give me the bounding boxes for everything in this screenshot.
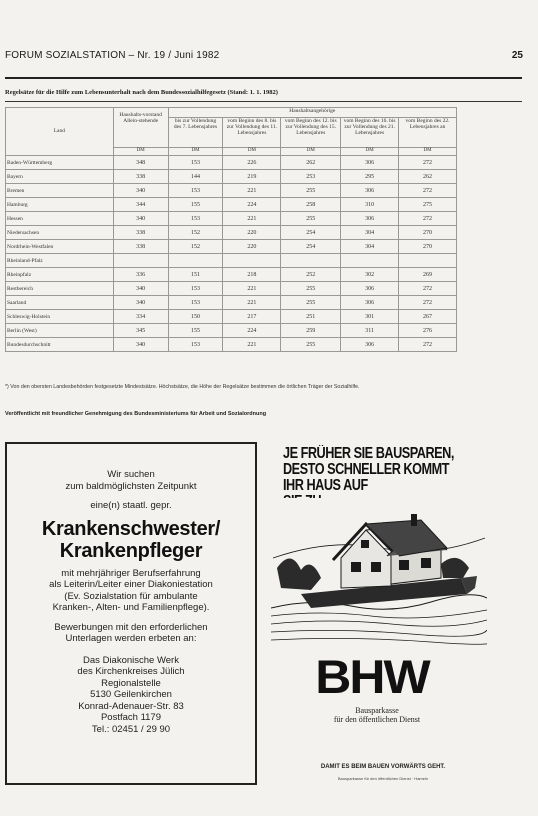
bhw-logo	[312, 652, 432, 700]
table-row	[6, 254, 457, 268]
table-row	[6, 240, 457, 254]
rate-cell: 269	[399, 268, 457, 282]
ad-address: 5130 Geilenkirchen	[90, 689, 172, 700]
table-row	[6, 310, 457, 324]
rate-cell: 334	[113, 310, 168, 324]
rate-cell: 304	[341, 226, 399, 240]
table-row	[6, 324, 457, 338]
rate-cell: 262	[281, 156, 341, 170]
ad-address: Das Diakonische Werk	[83, 654, 179, 666]
land-cell: Niedersachsen	[6, 226, 114, 240]
rate-cell: 155	[168, 198, 223, 212]
rate-cell	[399, 254, 457, 268]
rate-cell: 262	[399, 170, 457, 184]
rate-cell: 295	[341, 170, 399, 184]
rate-cell	[281, 254, 341, 268]
rate-cell: 306	[341, 338, 399, 352]
rate-cell: 304	[341, 240, 399, 254]
rate-cell: 226	[223, 156, 281, 170]
rate-cell: 150	[168, 310, 223, 324]
land-cell: Saarland	[6, 296, 114, 310]
rate-cell: 344	[113, 198, 168, 212]
rate-cell: 221	[223, 338, 281, 352]
rate-cell: 224	[223, 324, 281, 338]
rate-cell: 259	[281, 324, 341, 338]
rate-cell: 153	[168, 282, 223, 296]
job-advertisement	[5, 442, 257, 785]
rate-cell: 255	[281, 282, 341, 296]
table-row	[6, 198, 457, 212]
rate-cell: 340	[113, 338, 168, 352]
rate-cell: 221	[223, 296, 281, 310]
rate-cell: 153	[168, 156, 223, 170]
rate-cell: 270	[399, 240, 457, 254]
rate-cell: 338	[113, 240, 168, 254]
rate-cell: 306	[341, 184, 399, 198]
ad-address: des Kirchenkreises Jülich	[77, 666, 185, 677]
rate-cell: 340	[113, 184, 168, 198]
rate-cell: 153	[168, 338, 223, 352]
rate-cell: 253	[281, 170, 341, 184]
job-title: Krankenschwester/ Krankenpfleger	[41, 517, 221, 562]
rate-cell: 255	[281, 212, 341, 226]
col-land: Land	[6, 108, 114, 156]
land-cell: Rheinpfalz	[6, 268, 114, 282]
col-12-15: vom Beginn des 12. bis zur Vollendung des 15. Lebensjahres	[281, 118, 341, 148]
rate-cell: 272	[399, 156, 457, 170]
rate-cell: 255	[281, 296, 341, 310]
table-body	[6, 156, 457, 352]
ad-address: Tel.: 02451 / 29 90	[91, 723, 171, 735]
svg-text:BHW: BHW	[315, 652, 429, 700]
rate-cell: 255	[281, 184, 341, 198]
table-row	[6, 282, 457, 296]
land-cell: Bundesdurchschnitt	[6, 338, 114, 352]
rate-cell: 272	[399, 212, 457, 226]
unit-label: DM	[399, 148, 457, 156]
table-row	[6, 184, 457, 198]
ad-line: zum baldmöglichsten Zeitpunkt	[65, 480, 197, 492]
rate-cell: 153	[168, 212, 223, 226]
rate-cell: 275	[399, 198, 457, 212]
ad-body: (Ev. Sozialstation für ambulante	[64, 590, 198, 602]
rate-cell: 272	[399, 184, 457, 198]
rate-cell: 276	[399, 324, 457, 338]
unit-label: DM	[113, 148, 168, 156]
rate-cell: 144	[168, 170, 223, 184]
rate-cell: 306	[341, 212, 399, 226]
ad-apply: Unterlagen werden erbeten an:	[65, 633, 197, 644]
table-row	[6, 296, 457, 310]
rate-cell: 217	[223, 310, 281, 324]
col-haushaltsvorstand: Haushalts-vorstand Allein-stehende	[113, 108, 168, 148]
page-number: 25	[511, 50, 523, 61]
ad-address: Regionalstelle	[101, 677, 161, 689]
house-boat-illustration	[271, 498, 487, 648]
bhw-slogan: DAMIT ES BEIM BAUEN VORWÄRTS GEHT.	[320, 764, 446, 770]
land-cell: Rheinland-Pfalz	[6, 254, 114, 268]
land-cell: Nordrhein-Westfalen	[6, 240, 114, 254]
land-cell: Bremen	[6, 184, 114, 198]
rate-cell: 220	[223, 226, 281, 240]
rate-cell: 310	[341, 198, 399, 212]
ad-body: mit mehrjähriger Berufserfahrung	[61, 567, 201, 579]
rate-cell: 151	[168, 268, 223, 282]
rate-cell: 152	[168, 226, 223, 240]
table-row	[6, 170, 457, 184]
bhw-subtitle: Bausparkasse für den öffentlichen Dienst	[333, 706, 421, 724]
rate-cell: 306	[341, 282, 399, 296]
rate-cell: 252	[281, 268, 341, 282]
rate-cell	[223, 254, 281, 268]
rate-cell: 220	[223, 240, 281, 254]
col-bis-7: bis zur Vollendung des 7. Lebensjahres	[168, 118, 223, 148]
rate-cell: 254	[281, 240, 341, 254]
rate-cell: 255	[281, 338, 341, 352]
land-cell: Schleswig-Holstein	[6, 310, 114, 324]
publication-header: FORUM SOZIALSTATION – Nr. 19 / Juni 1982	[5, 50, 220, 61]
rate-cell: 267	[399, 310, 457, 324]
table-row	[6, 268, 457, 282]
rate-cell: 272	[399, 338, 457, 352]
rate-cell: 152	[168, 240, 223, 254]
rate-cell: 221	[223, 282, 281, 296]
ad-body: Kranken-, Alten- und Familienpflege).	[52, 602, 210, 613]
rate-cell: 272	[399, 282, 457, 296]
unit-label: DM	[168, 148, 223, 156]
ad-line: Wir suchen	[107, 469, 155, 480]
title-rule	[5, 101, 522, 102]
ad-apply: Bewerbungen mit den erforderlichen	[54, 621, 208, 633]
rate-cell: 272	[399, 296, 457, 310]
bhw-headline: JE FRÜHER SIE BAUSPAREN, DESTO SCHNELLER KOMMT IHR HAUS AUF	[283, 445, 454, 494]
rate-cell: 311	[341, 324, 399, 338]
bhw-fineprint: Bausparkasse für den öffentlichen Dienst · Hameln	[337, 776, 429, 781]
rate-cell: 251	[281, 310, 341, 324]
bhw-advertisement	[283, 446, 483, 782]
ad-address: Postfach 1179	[100, 712, 162, 723]
col-16-21: vom Beginn des 16. bis zur Vollendung des 21. Lebensjahres	[341, 118, 399, 148]
rate-cell: 270	[399, 226, 457, 240]
unit-label: DM	[341, 148, 399, 156]
land-cell: Restbereich	[6, 282, 114, 296]
rate-cell: 306	[341, 296, 399, 310]
unit-label: DM	[281, 148, 341, 156]
ad-address: Konrad-Adenauer-Str. 83	[78, 700, 184, 712]
land-cell: Hessen	[6, 212, 114, 226]
rate-cell: 340	[113, 212, 168, 226]
land-cell: Berlin (West)	[6, 324, 114, 338]
land-cell: Hamburg	[6, 198, 114, 212]
rate-cell: 258	[281, 198, 341, 212]
rate-cell: 345	[113, 324, 168, 338]
unit-label: DM	[223, 148, 281, 156]
col-8-11: vom Beginn des 8. bis zur Vollendung des 11. Lebensjahres	[223, 118, 281, 148]
col-group-header: Haushaltsangehörige	[168, 108, 456, 118]
land-cell: Bayern	[6, 170, 114, 184]
col-22: vom Beginn des 22. Lebensjahres an	[399, 118, 457, 148]
rate-cell	[168, 254, 223, 268]
rate-cell: 224	[223, 198, 281, 212]
rate-cell: 306	[341, 156, 399, 170]
table-row	[6, 338, 457, 352]
rate-cell: 221	[223, 212, 281, 226]
rate-cell: 340	[113, 282, 168, 296]
rate-cell: 218	[223, 268, 281, 282]
rate-cell	[113, 254, 168, 268]
rate-cell: 348	[113, 156, 168, 170]
header-rule	[5, 77, 522, 79]
ad-line: eine(n) staatl. gepr.	[90, 500, 172, 511]
table-footnote: *) Von den obersten Landesbehörden festgesetzte Mindestsätze. Höchstsätze, die Höhe der Regelsätze bestimmen die örtlichen Träger der Sozialhilfe.	[5, 384, 360, 390]
rates-table	[5, 107, 457, 352]
rate-cell: 301	[341, 310, 399, 324]
table-row	[6, 226, 457, 240]
table-row	[6, 156, 457, 170]
land-cell: Baden-Württemberg	[6, 156, 114, 170]
rate-cell: 338	[113, 226, 168, 240]
publication-credit: Veröffentlicht mit freundlicher Genehmigung des Bundesministeriums für Arbeit und Sozialordnung	[5, 411, 267, 417]
rate-cell	[341, 254, 399, 268]
rate-cell: 221	[223, 184, 281, 198]
rate-cell: 302	[341, 268, 399, 282]
rate-cell: 338	[113, 170, 168, 184]
table-title: Regelsätze für die Hilfe zum Lebensunterhalt nach dem Bundessozialhilfegesetz (Stand: 1. 1. 1982)	[5, 89, 278, 96]
rate-cell: 336	[113, 268, 168, 282]
ad-body: als Leiterin/Leiter einer Diakoniestation	[49, 579, 213, 590]
rate-cell: 340	[113, 296, 168, 310]
table-row	[6, 212, 457, 226]
rate-cell: 153	[168, 296, 223, 310]
rate-cell: 254	[281, 226, 341, 240]
rate-cell: 155	[168, 324, 223, 338]
rate-cell: 219	[223, 170, 281, 184]
rate-cell: 153	[168, 184, 223, 198]
